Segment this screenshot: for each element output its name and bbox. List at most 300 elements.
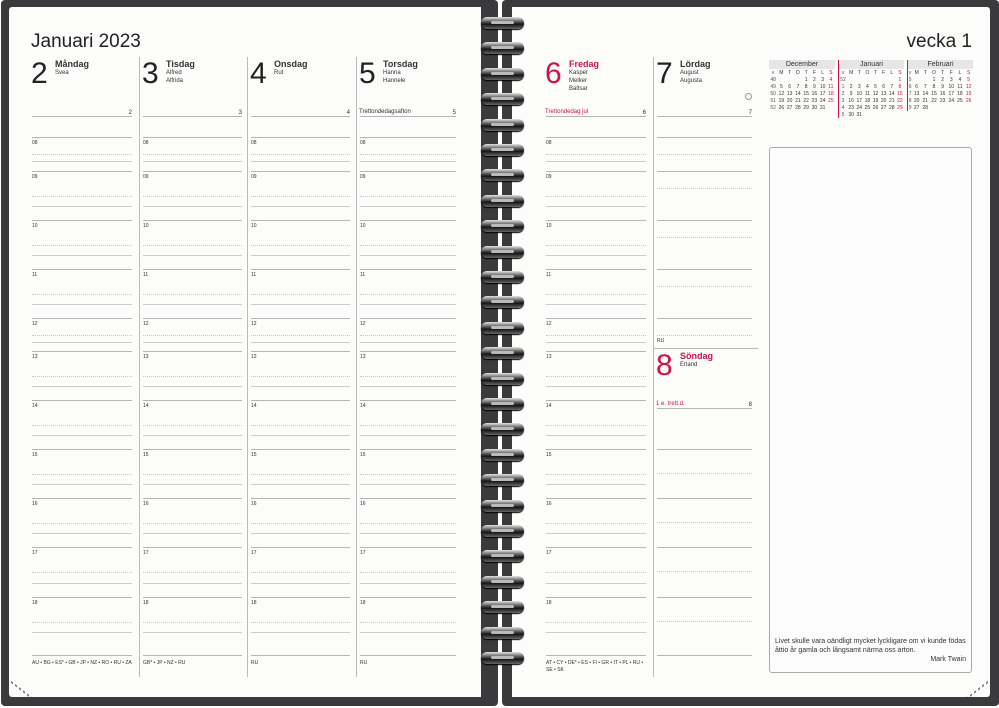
dotted-line	[360, 572, 456, 573]
spiral-ring	[481, 144, 524, 156]
dotted-line	[143, 245, 242, 246]
dotted-line	[32, 245, 132, 246]
date-cell[interactable]: 2	[941, 76, 945, 83]
hour-line	[546, 269, 646, 270]
dotted-line	[143, 474, 242, 475]
dotted-line	[251, 523, 350, 524]
dotted-line	[657, 522, 752, 523]
dotted-line	[546, 425, 646, 426]
date-cell[interactable]: 1	[804, 76, 808, 83]
date-cell[interactable]: 7	[796, 83, 800, 90]
date-cell[interactable]: 8	[804, 83, 808, 90]
date-cell[interactable]: 18	[864, 97, 871, 104]
date-cell[interactable]: 6	[915, 83, 919, 90]
half-line	[251, 583, 350, 584]
day-header	[29, 57, 138, 117]
weekday-header: T	[941, 69, 945, 76]
date-cell[interactable]: 18	[957, 90, 963, 97]
mini-calendar-februari	[907, 60, 973, 111]
left-page	[9, 7, 481, 697]
week-number: 6	[908, 83, 912, 90]
date-cell[interactable]: 13	[786, 90, 793, 97]
date-cell[interactable]: 23	[811, 97, 818, 104]
hour-label: 12	[546, 321, 552, 327]
flag-codes: AU • BG • ES* • GB • JP • NZ • RO • RU • ZA	[32, 660, 132, 666]
spiral-ring	[481, 576, 524, 588]
hour-label: 14	[546, 403, 552, 409]
weekday-header: M	[914, 69, 919, 76]
dotted-line	[32, 196, 132, 197]
half-line	[143, 206, 242, 207]
date-cell[interactable]: 14	[889, 90, 895, 97]
name-day: Rut	[274, 70, 284, 76]
hour-line	[657, 318, 752, 319]
date-cell[interactable]: 8	[898, 83, 902, 90]
date-cell[interactable]: 21	[922, 97, 929, 104]
weekday-header: T	[788, 69, 792, 76]
weekday-header: T	[857, 69, 861, 76]
date-cell[interactable]: 3	[949, 76, 953, 83]
date-cell[interactable]: 16	[811, 90, 818, 97]
hour-label: 17	[251, 550, 257, 556]
header-line	[360, 116, 456, 117]
dotted-line	[251, 335, 350, 336]
hour-label: 16	[32, 501, 38, 507]
hour-line	[143, 171, 242, 172]
date-cell[interactable]: 15	[897, 90, 903, 97]
dotted-line	[657, 154, 752, 155]
date-cell[interactable]: 5	[779, 83, 783, 90]
date-cell[interactable]: 17	[819, 90, 826, 97]
hour-label: 10	[143, 223, 149, 229]
day-name: Tisdag	[166, 59, 195, 69]
name-day: Hannele	[383, 78, 406, 84]
date-cell[interactable]: 24	[856, 104, 863, 111]
date-cell[interactable]: 9	[849, 90, 853, 97]
week-number: 52	[840, 76, 846, 83]
weekday-header: v	[771, 69, 775, 76]
day-of-year: 2	[128, 110, 132, 116]
day-number: 6	[545, 57, 562, 90]
date-cell[interactable]	[930, 104, 939, 111]
date-cell[interactable]: 13	[880, 90, 887, 97]
date-cell[interactable]	[888, 111, 896, 118]
date-cell[interactable]	[777, 76, 785, 83]
hour-line	[143, 547, 242, 548]
date-cell[interactable]: 12	[965, 83, 972, 90]
hour-line	[360, 220, 456, 221]
half-line	[32, 255, 132, 256]
spiral-ring	[481, 271, 524, 283]
half-line	[143, 632, 242, 633]
date-cell[interactable]: 9	[941, 83, 945, 90]
hour-line	[143, 220, 242, 221]
date-cell[interactable]: 16	[939, 90, 946, 97]
date-cell[interactable]: 12	[872, 90, 879, 97]
date-cell[interactable]: 2	[812, 76, 816, 83]
hour-label: 08	[32, 140, 38, 146]
date-cell[interactable]: 27	[786, 104, 793, 111]
date-cell[interactable]: 23	[848, 104, 854, 111]
date-cell[interactable]	[964, 104, 973, 111]
mini-calendar-januari	[838, 60, 904, 118]
date-cell[interactable]: 26	[872, 104, 879, 111]
spiral-ring	[481, 322, 524, 334]
date-cell[interactable]: 10	[819, 83, 826, 90]
date-cell[interactable]: 22	[931, 97, 937, 104]
hour-label: 08	[546, 140, 552, 146]
dotted-line	[143, 154, 242, 155]
date-cell[interactable]	[863, 76, 871, 83]
day-number: 5	[359, 57, 376, 90]
day-number: 4	[250, 57, 267, 90]
date-cell[interactable]: 6	[788, 83, 792, 90]
dotted-line	[657, 571, 752, 572]
hour-line	[360, 269, 456, 270]
day-column-fredag[interactable]	[543, 57, 652, 677]
spiral-ring	[481, 373, 524, 385]
hour-line	[360, 351, 456, 352]
hour-line	[546, 171, 646, 172]
date-cell[interactable]: 5	[967, 76, 971, 83]
dotted-line	[251, 245, 350, 246]
half-line	[251, 533, 350, 534]
date-cell[interactable]: 14	[922, 90, 929, 97]
date-cell[interactable]: 16	[848, 97, 854, 104]
date-cell[interactable]: 11	[828, 83, 834, 90]
dotted-line	[546, 622, 646, 623]
mini-calendar-december	[769, 60, 835, 111]
flag-codes: GB* • JP • NZ • RU	[143, 660, 186, 666]
half-line	[143, 484, 242, 485]
date-cell[interactable]: 2	[849, 83, 853, 90]
date-cell[interactable]: 6	[882, 83, 886, 90]
hour-label: 15	[32, 452, 38, 458]
date-cell[interactable]	[872, 111, 880, 118]
date-cell[interactable]: 12	[778, 90, 785, 97]
hour-line	[360, 547, 456, 548]
dotted-line	[657, 621, 752, 622]
date-cell[interactable]	[855, 76, 863, 83]
day-of-year: 4	[346, 110, 350, 116]
moon-phase-icon	[745, 93, 752, 100]
date-cell[interactable]	[947, 104, 956, 111]
month-title: Januari 2023	[31, 31, 141, 52]
half-line	[143, 533, 242, 534]
day-name: Måndag	[55, 59, 90, 69]
header-line	[251, 116, 350, 117]
date-cell[interactable]: 28	[922, 104, 929, 111]
hour-line	[143, 269, 242, 270]
date-cell[interactable]: 27	[880, 104, 887, 111]
date-cell[interactable]: 30	[848, 111, 854, 118]
half-line	[546, 304, 646, 305]
date-cell[interactable]: 13	[913, 90, 920, 97]
name-day: Melker	[569, 78, 588, 84]
quote-author: Mark Twain	[930, 656, 966, 663]
holiday-label: 1 e. trett.d.	[656, 401, 685, 407]
hour-line	[546, 400, 646, 401]
hour-line	[143, 351, 242, 352]
flag-codes: RU	[251, 660, 259, 666]
spiral-ring	[481, 474, 524, 486]
dotted-line	[32, 376, 132, 377]
date-cell[interactable]: 25	[864, 104, 871, 111]
hour-line	[657, 137, 752, 138]
dotted-line	[143, 622, 242, 623]
hour-label: 14	[360, 403, 366, 409]
half-line	[251, 435, 350, 436]
notes-box[interactable]	[769, 147, 972, 673]
hour-label: 11	[251, 272, 257, 278]
date-cell[interactable]: 10	[948, 83, 955, 90]
hour-line	[360, 498, 456, 499]
hour-line	[251, 400, 350, 401]
date-cell[interactable]: 19	[778, 97, 785, 104]
mini-calendar-month: Januari	[839, 60, 904, 69]
date-cell[interactable]: 4	[866, 83, 869, 90]
right-page	[512, 7, 990, 697]
day-header	[654, 57, 758, 117]
date-cell[interactable]: 14	[795, 90, 801, 97]
weekday-header: S	[898, 69, 902, 76]
spiral-ring	[481, 17, 524, 29]
date-cell[interactable]: 30	[811, 104, 818, 111]
date-cell[interactable]: 3	[857, 83, 861, 90]
date-cell[interactable]: 7	[923, 83, 927, 90]
half-line	[251, 161, 350, 162]
date-cell[interactable]	[872, 76, 880, 83]
half-line	[251, 484, 350, 485]
date-cell[interactable]: 26	[965, 97, 972, 104]
hour-line	[143, 449, 242, 450]
name-day: Svea	[55, 70, 69, 76]
half-line	[251, 255, 350, 256]
date-cell[interactable]: 21	[889, 97, 895, 104]
half-line	[32, 632, 132, 633]
day-name: Fredag	[569, 59, 600, 69]
hour-label: 12	[32, 321, 38, 327]
hour-label: 12	[251, 321, 257, 327]
week-number: 52	[770, 104, 776, 111]
hour-line	[360, 597, 456, 598]
date-cell[interactable]	[956, 104, 965, 111]
weekday-header: M	[779, 69, 784, 76]
date-cell[interactable]	[888, 76, 896, 83]
date-cell[interactable]	[921, 76, 930, 83]
hour-label: 11	[143, 272, 149, 278]
dotted-line	[657, 286, 752, 287]
date-cell[interactable]: 7	[890, 83, 894, 90]
date-cell[interactable]	[880, 76, 888, 83]
dotted-line	[657, 188, 752, 189]
dotted-line	[251, 572, 350, 573]
date-cell[interactable]: 22	[897, 97, 903, 104]
date-cell[interactable]	[786, 76, 794, 83]
weekday-header: F	[812, 69, 816, 76]
header-line	[657, 116, 752, 117]
weekday-header: O	[865, 69, 870, 76]
date-cell[interactable]: 18	[828, 90, 834, 97]
dotted-line	[360, 294, 456, 295]
hour-line	[657, 498, 752, 499]
hour-label: 16	[251, 501, 257, 507]
week-number: 5	[908, 76, 912, 83]
hour-label: 13	[143, 354, 149, 360]
day-column-måndag[interactable]	[29, 57, 138, 677]
date-cell[interactable]: 19	[872, 97, 879, 104]
week-number: 1	[841, 83, 845, 90]
half-line	[360, 484, 456, 485]
hour-label: 13	[251, 354, 257, 360]
day-header	[140, 57, 248, 117]
date-cell[interactable]	[938, 104, 947, 111]
weekday-header: L	[821, 69, 825, 76]
hour-label: 16	[143, 501, 149, 507]
date-cell[interactable]: 5	[874, 83, 877, 90]
half-line	[32, 583, 132, 584]
date-cell[interactable]: 31	[819, 104, 826, 111]
dotted-line	[32, 335, 132, 336]
date-cell[interactable]: 17	[948, 90, 955, 97]
day-column-tisdag[interactable]	[139, 57, 248, 677]
hour-line	[32, 137, 132, 138]
day-number: 3	[142, 57, 159, 90]
hour-line	[143, 597, 242, 598]
date-cell[interactable]: 25	[828, 97, 834, 104]
hour-line	[251, 597, 350, 598]
day-column-onsdag[interactable]	[247, 57, 356, 677]
date-cell[interactable]: 20	[880, 97, 887, 104]
spiral-ring	[481, 296, 524, 308]
day-of-year: 3	[238, 110, 242, 116]
dotted-line	[360, 335, 456, 336]
date-cell[interactable]: 27	[913, 104, 920, 111]
dotted-line	[143, 523, 242, 524]
half-line	[360, 533, 456, 534]
date-cell[interactable]	[863, 111, 871, 118]
date-cell[interactable]: 11	[957, 83, 963, 90]
date-cell[interactable]: 15	[931, 90, 937, 97]
date-cell[interactable]: 19	[965, 90, 972, 97]
hour-line	[546, 351, 646, 352]
week-number: 48	[770, 76, 776, 83]
hour-line	[143, 400, 242, 401]
date-cell[interactable]	[794, 76, 802, 83]
date-cell[interactable]: 11	[864, 90, 871, 97]
date-cell[interactable]: 23	[939, 97, 946, 104]
hour-line	[546, 318, 646, 319]
date-cell[interactable]: 8	[932, 83, 936, 90]
day-number: 7	[656, 57, 673, 90]
weekday-header: T	[804, 69, 808, 76]
mini-calendar-month: December	[769, 60, 835, 69]
hour-line	[32, 597, 132, 598]
date-cell[interactable]: 3	[821, 76, 825, 83]
bottom-line	[32, 655, 132, 656]
date-cell[interactable]: 15	[803, 90, 809, 97]
hour-label: 08	[143, 140, 149, 146]
date-cell[interactable]: 24	[819, 97, 826, 104]
date-cell[interactable]: 25	[957, 97, 963, 104]
hour-line	[251, 171, 350, 172]
date-cell[interactable]: 29	[897, 104, 903, 111]
date-cell[interactable]: 1	[898, 76, 902, 83]
day-column-lordag[interactable]	[653, 57, 758, 677]
date-cell[interactable]: 1	[932, 76, 936, 83]
week-number: 50	[770, 90, 776, 97]
spiral-ring	[481, 220, 524, 232]
hour-label: 11	[32, 272, 38, 278]
date-cell[interactable]: 20	[913, 97, 920, 104]
date-cell[interactable]: 17	[856, 97, 863, 104]
half-line	[143, 255, 242, 256]
date-cell[interactable]: 29	[803, 104, 809, 111]
week-title: vecka 1	[906, 31, 972, 52]
half-line	[546, 632, 646, 633]
bottom-line	[143, 655, 242, 656]
name-day: Hanna	[383, 70, 401, 76]
half-line	[546, 161, 646, 162]
day-number: 8	[656, 349, 673, 382]
day-column-torsdag[interactable]	[356, 57, 462, 677]
day-header	[248, 57, 356, 117]
hour-label: 18	[32, 600, 38, 606]
hour-line	[251, 137, 350, 138]
date-cell[interactable]: 20	[786, 97, 793, 104]
hour-label: 17	[143, 550, 149, 556]
dotted-line	[32, 622, 132, 623]
date-cell[interactable]	[912, 76, 921, 83]
hour-line	[546, 449, 646, 450]
date-cell[interactable]	[896, 111, 904, 118]
date-cell[interactable]: 24	[948, 97, 955, 104]
bottom-line	[360, 655, 456, 656]
dotted-line	[143, 196, 242, 197]
hour-line	[546, 547, 646, 548]
dotted-line	[32, 425, 132, 426]
date-cell[interactable]: 26	[778, 104, 785, 111]
date-cell[interactable]: 31	[856, 111, 863, 118]
date-cell[interactable]: 28	[889, 104, 895, 111]
date-cell[interactable]	[880, 111, 888, 118]
date-cell[interactable]: 4	[829, 76, 833, 83]
date-cell[interactable]: 28	[795, 104, 801, 111]
half-line	[32, 435, 132, 436]
hour-line	[360, 318, 456, 319]
dotted-line	[251, 622, 350, 623]
hour-label: 14	[251, 403, 257, 409]
date-cell[interactable]	[827, 104, 835, 111]
holiday-label: Trettondedagsafton	[359, 109, 411, 115]
date-cell[interactable]: 9	[812, 83, 816, 90]
date-cell[interactable]: 22	[803, 97, 809, 104]
half-line	[546, 386, 646, 387]
date-cell[interactable]: 21	[795, 97, 801, 104]
hour-label: 11	[546, 272, 552, 278]
spiral-ring	[481, 93, 524, 105]
weekday-header: T	[923, 69, 927, 76]
date-cell[interactable]: 10	[856, 90, 863, 97]
date-cell[interactable]: 4	[958, 76, 962, 83]
day-name: Torsdag	[383, 59, 418, 69]
name-day: Alfred	[166, 70, 182, 76]
weekday-header: F	[882, 69, 886, 76]
spiral-ring	[481, 500, 524, 512]
week-number: 8	[908, 97, 912, 104]
dotted-line	[360, 245, 456, 246]
date-cell[interactable]	[847, 76, 855, 83]
